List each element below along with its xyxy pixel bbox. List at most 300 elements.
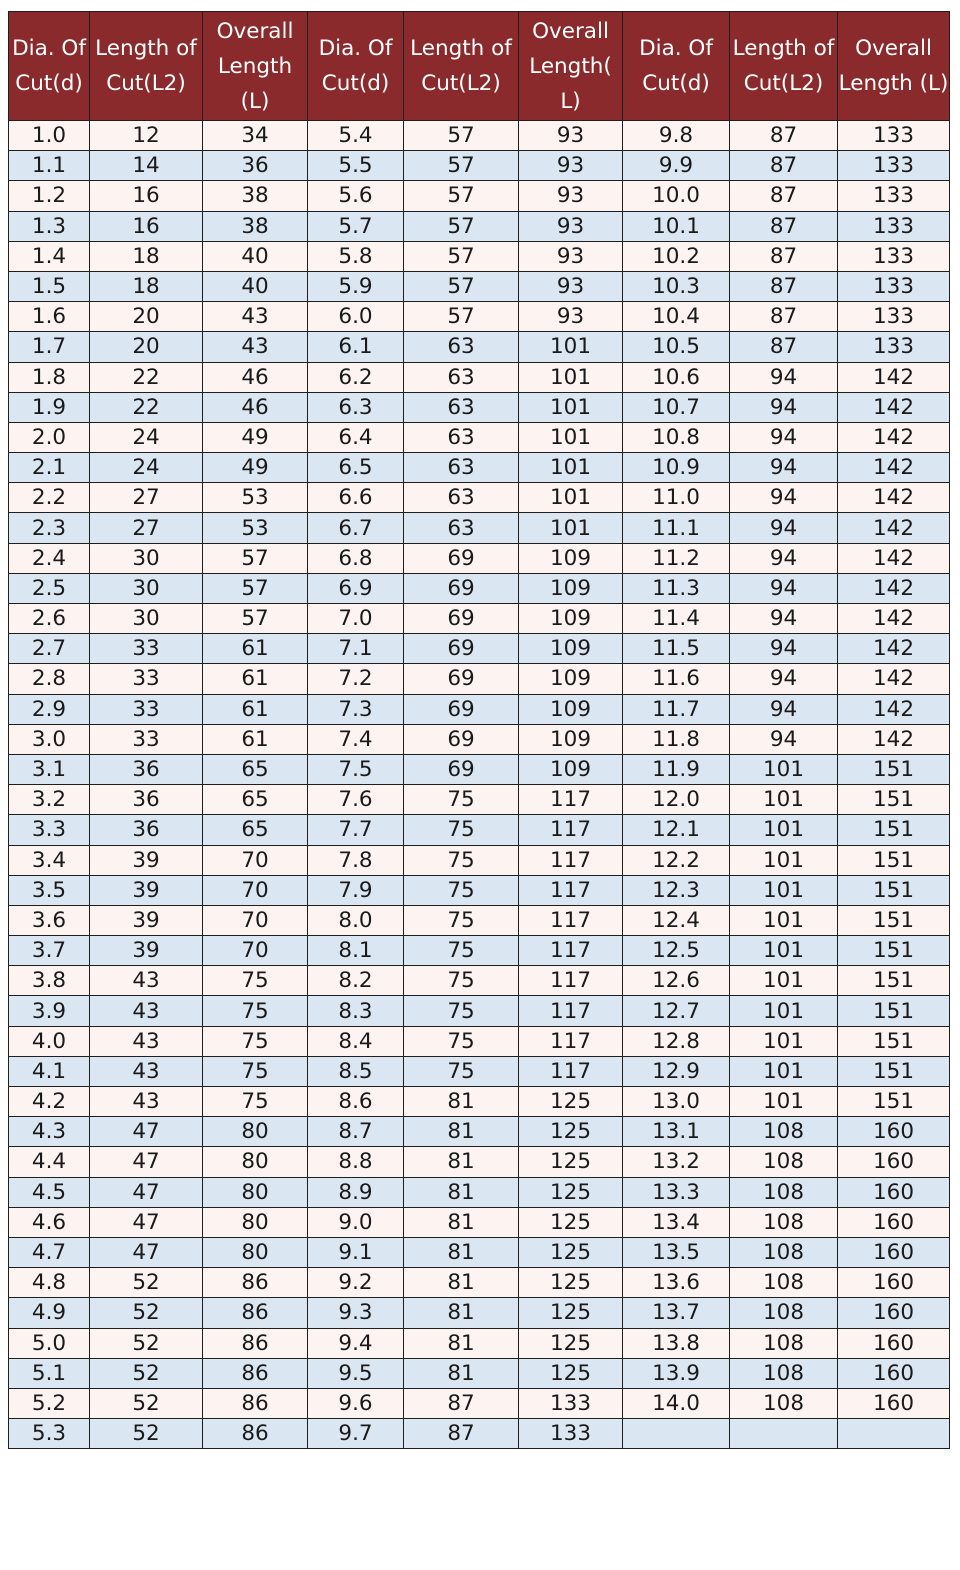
table-cell: 108 (730, 1388, 838, 1418)
table-cell: 6.6 (308, 483, 404, 513)
table-row (9, 845, 950, 875)
table-cell: 57 (404, 271, 519, 301)
table-row (9, 1026, 950, 1056)
table-cell: 70 (203, 845, 308, 875)
table-cell: 61 (203, 664, 308, 694)
table-cell: 75 (404, 1026, 519, 1056)
table-cell: 109 (519, 634, 623, 664)
table-row (9, 121, 950, 151)
table-cell: 87 (404, 1419, 519, 1449)
table-cell: 46 (203, 392, 308, 422)
table-row (9, 1358, 950, 1388)
table-cell: 10.7 (623, 392, 730, 422)
table-cell: 10.1 (623, 211, 730, 241)
table-cell: 5.6 (308, 181, 404, 211)
table-cell: 39 (90, 875, 203, 905)
table-cell: 3.5 (9, 875, 90, 905)
table-cell: 9.2 (308, 1268, 404, 1298)
table-cell: 9.5 (308, 1358, 404, 1388)
table-cell: 75 (404, 845, 519, 875)
table-cell: 117 (519, 845, 623, 875)
table-cell: 39 (90, 905, 203, 935)
table-cell: 13.0 (623, 1087, 730, 1117)
table-cell: 160 (838, 1117, 950, 1147)
table-cell: 101 (730, 845, 838, 875)
table-cell: 101 (730, 996, 838, 1026)
table-cell: 133 (519, 1388, 623, 1418)
table-cell: 53 (203, 513, 308, 543)
table-cell: 43 (90, 1087, 203, 1117)
table-cell: 27 (90, 513, 203, 543)
table-row (9, 936, 950, 966)
table-cell: 9.3 (308, 1298, 404, 1328)
table-cell: 34 (203, 121, 308, 151)
table-cell: 3.6 (9, 905, 90, 935)
table-cell: 125 (519, 1117, 623, 1147)
table-cell: 1.9 (9, 392, 90, 422)
table-cell: 33 (90, 724, 203, 754)
table-cell: 4.4 (9, 1147, 90, 1177)
table-cell: 63 (404, 483, 519, 513)
table-cell: 6.2 (308, 362, 404, 392)
table-cell: 13.2 (623, 1147, 730, 1177)
table-row (9, 211, 950, 241)
table-cell: 7.8 (308, 845, 404, 875)
table-row (9, 905, 950, 935)
table-row (9, 422, 950, 452)
table-cell: 69 (404, 724, 519, 754)
table-cell: 117 (519, 1056, 623, 1086)
table-cell: 87 (730, 332, 838, 362)
table-cell: 75 (203, 966, 308, 996)
table-cell: 22 (90, 362, 203, 392)
table-cell: 81 (404, 1298, 519, 1328)
table-cell: 117 (519, 996, 623, 1026)
table-row (9, 332, 950, 362)
table-cell: 12.0 (623, 785, 730, 815)
header-dia-of-cut-1: Dia. Of Cut(d) (9, 12, 90, 121)
table-cell: 65 (203, 815, 308, 845)
table-row (9, 1056, 950, 1086)
table-cell: 57 (404, 181, 519, 211)
table-cell: 16 (90, 211, 203, 241)
table-row (9, 785, 950, 815)
table-row (9, 1177, 950, 1207)
table-cell: 8.7 (308, 1117, 404, 1147)
table-cell: 8.1 (308, 936, 404, 966)
table-cell: 12.9 (623, 1056, 730, 1086)
table-cell: 75 (404, 875, 519, 905)
table-cell: 6.1 (308, 332, 404, 362)
table-cell: 142 (838, 543, 950, 573)
table-cell: 142 (838, 664, 950, 694)
table-cell: 36 (90, 815, 203, 845)
table-cell: 43 (90, 966, 203, 996)
table-cell: 43 (203, 302, 308, 332)
table-cell: 1.0 (9, 121, 90, 151)
table-cell: 7.1 (308, 634, 404, 664)
table-cell: 10.8 (623, 422, 730, 452)
table-cell: 3.8 (9, 966, 90, 996)
table-cell: 9.1 (308, 1237, 404, 1267)
table-cell: 160 (838, 1237, 950, 1267)
table-cell: 101 (730, 875, 838, 905)
table-cell: 2.9 (9, 694, 90, 724)
table-row (9, 513, 950, 543)
table-cell: 63 (404, 332, 519, 362)
table-cell: 9.7 (308, 1419, 404, 1449)
table-cell: 108 (730, 1237, 838, 1267)
table-row (9, 453, 950, 483)
table-cell: 101 (730, 754, 838, 784)
table-cell: 13.1 (623, 1117, 730, 1147)
table-cell: 8.0 (308, 905, 404, 935)
table-cell: 93 (519, 241, 623, 271)
table-cell: 46 (203, 362, 308, 392)
table-cell: 43 (90, 996, 203, 1026)
spec-table-container (8, 11, 950, 1449)
table-cell: 10.6 (623, 362, 730, 392)
table-cell: 14.0 (623, 1388, 730, 1418)
table-cell: 2.6 (9, 604, 90, 634)
table-cell: 57 (203, 573, 308, 603)
table-cell: 12.7 (623, 996, 730, 1026)
table-cell: 1.3 (9, 211, 90, 241)
table-cell: 63 (404, 362, 519, 392)
table-cell: 10.5 (623, 332, 730, 362)
table-row (9, 724, 950, 754)
table-cell: 151 (838, 1026, 950, 1056)
table-cell: 7.4 (308, 724, 404, 754)
table-cell: 7.7 (308, 815, 404, 845)
table-cell: 36 (90, 754, 203, 784)
table-cell: 4.7 (9, 1237, 90, 1267)
table-cell: 80 (203, 1147, 308, 1177)
table-cell: 87 (730, 181, 838, 211)
table-cell: 4.9 (9, 1298, 90, 1328)
table-cell: 1.5 (9, 271, 90, 301)
table-cell: 133 (838, 332, 950, 362)
table-cell (623, 1419, 730, 1449)
table-row (9, 1298, 950, 1328)
table-row (9, 1117, 950, 1147)
table-cell: 117 (519, 936, 623, 966)
table-cell: 6.0 (308, 302, 404, 332)
table-cell: 13.6 (623, 1268, 730, 1298)
table-cell: 27 (90, 483, 203, 513)
table-cell (730, 1419, 838, 1449)
table-cell: 133 (838, 302, 950, 332)
table-cell: 11.4 (623, 604, 730, 634)
table-cell: 101 (519, 332, 623, 362)
table-cell: 11.7 (623, 694, 730, 724)
table-cell: 11.3 (623, 573, 730, 603)
table-cell: 108 (730, 1328, 838, 1358)
table-cell: 75 (404, 905, 519, 935)
table-cell: 3.2 (9, 785, 90, 815)
table-cell: 142 (838, 513, 950, 543)
table-cell: 93 (519, 271, 623, 301)
table-cell: 65 (203, 785, 308, 815)
table-cell: 40 (203, 241, 308, 271)
table-cell: 151 (838, 845, 950, 875)
table-cell: 8.8 (308, 1147, 404, 1177)
table-cell: 18 (90, 241, 203, 271)
table-cell: 75 (203, 1056, 308, 1086)
table-cell: 75 (203, 1026, 308, 1056)
table-cell: 11.1 (623, 513, 730, 543)
table-cell: 47 (90, 1147, 203, 1177)
table-cell: 151 (838, 905, 950, 935)
table-cell: 12.5 (623, 936, 730, 966)
table-cell: 151 (838, 1087, 950, 1117)
table-cell: 8.9 (308, 1177, 404, 1207)
table-row (9, 151, 950, 181)
table-cell: 80 (203, 1177, 308, 1207)
table-cell: 87 (730, 241, 838, 271)
table-cell: 94 (730, 573, 838, 603)
table-cell: 4.8 (9, 1268, 90, 1298)
table-cell: 125 (519, 1207, 623, 1237)
table-cell: 142 (838, 422, 950, 452)
table-cell: 81 (404, 1268, 519, 1298)
table-cell: 63 (404, 513, 519, 543)
table-cell: 151 (838, 815, 950, 845)
table-cell: 4.3 (9, 1117, 90, 1147)
table-cell: 75 (404, 966, 519, 996)
table-cell: 14 (90, 151, 203, 181)
table-cell: 1.6 (9, 302, 90, 332)
table-cell: 3.1 (9, 754, 90, 784)
table-cell: 11.5 (623, 634, 730, 664)
table-cell: 6.9 (308, 573, 404, 603)
table-cell: 101 (519, 453, 623, 483)
table-cell: 70 (203, 936, 308, 966)
table-cell: 7.6 (308, 785, 404, 815)
table-row (9, 362, 950, 392)
table-cell: 5.4 (308, 121, 404, 151)
table-cell: 4.5 (9, 1177, 90, 1207)
table-cell: 94 (730, 724, 838, 754)
table-cell: 109 (519, 604, 623, 634)
table-cell: 4.2 (9, 1087, 90, 1117)
table-cell: 125 (519, 1147, 623, 1177)
table-cell: 69 (404, 543, 519, 573)
table-cell: 133 (838, 181, 950, 211)
table-cell: 80 (203, 1237, 308, 1267)
table-cell: 69 (404, 664, 519, 694)
table-cell: 81 (404, 1177, 519, 1207)
table-cell: 11.8 (623, 724, 730, 754)
table-cell: 94 (730, 422, 838, 452)
table-cell: 5.2 (9, 1388, 90, 1418)
table-cell: 13.7 (623, 1298, 730, 1328)
table-cell: 47 (90, 1177, 203, 1207)
table-cell: 8.6 (308, 1087, 404, 1117)
table-cell: 43 (203, 332, 308, 362)
table-cell: 101 (730, 785, 838, 815)
table-cell: 109 (519, 724, 623, 754)
table-cell: 61 (203, 694, 308, 724)
table-row (9, 543, 950, 573)
table-cell: 12.6 (623, 966, 730, 996)
table-cell: 8.4 (308, 1026, 404, 1056)
table-cell: 69 (404, 634, 519, 664)
table-cell: 2.0 (9, 422, 90, 452)
table-cell: 125 (519, 1087, 623, 1117)
table-cell: 151 (838, 754, 950, 784)
table-cell: 33 (90, 634, 203, 664)
table-cell: 49 (203, 422, 308, 452)
table-cell: 1.4 (9, 241, 90, 271)
table-cell: 81 (404, 1237, 519, 1267)
table-cell: 125 (519, 1358, 623, 1388)
table-cell: 57 (404, 302, 519, 332)
table-cell: 7.9 (308, 875, 404, 905)
table-cell: 5.7 (308, 211, 404, 241)
table-cell: 109 (519, 694, 623, 724)
table-cell: 57 (203, 543, 308, 573)
table-cell: 18 (90, 271, 203, 301)
table-row (9, 1207, 950, 1237)
table-cell: 70 (203, 905, 308, 935)
table-cell: 9.9 (623, 151, 730, 181)
table-cell: 87 (730, 121, 838, 151)
table-cell: 125 (519, 1237, 623, 1267)
table-cell: 87 (730, 302, 838, 332)
table-cell: 93 (519, 211, 623, 241)
table-cell: 2.3 (9, 513, 90, 543)
table-cell: 101 (519, 513, 623, 543)
table-cell: 9.4 (308, 1328, 404, 1358)
table-row (9, 573, 950, 603)
table-cell: 75 (404, 996, 519, 1026)
table-row (9, 664, 950, 694)
table-cell: 75 (404, 785, 519, 815)
table-cell: 13.5 (623, 1237, 730, 1267)
table-cell: 81 (404, 1087, 519, 1117)
header-dia-of-cut-3: Dia. Of Cut(d) (623, 12, 730, 121)
table-cell: 2.2 (9, 483, 90, 513)
table-cell: 38 (203, 181, 308, 211)
table-cell: 108 (730, 1268, 838, 1298)
table-cell: 33 (90, 694, 203, 724)
table-cell: 108 (730, 1207, 838, 1237)
table-cell: 133 (838, 241, 950, 271)
table-cell: 142 (838, 453, 950, 483)
table-cell: 160 (838, 1177, 950, 1207)
table-cell: 2.8 (9, 664, 90, 694)
table-cell: 9.0 (308, 1207, 404, 1237)
table-cell: 109 (519, 754, 623, 784)
table-cell: 5.5 (308, 151, 404, 181)
table-cell: 125 (519, 1268, 623, 1298)
table-cell: 36 (90, 785, 203, 815)
table-cell: 133 (838, 121, 950, 151)
table-cell: 4.1 (9, 1056, 90, 1086)
table-row (9, 1419, 950, 1449)
table-cell: 142 (838, 604, 950, 634)
table-cell: 5.3 (9, 1419, 90, 1449)
table-cell: 75 (203, 1087, 308, 1117)
table-cell: 2.7 (9, 634, 90, 664)
table-cell: 109 (519, 573, 623, 603)
table-cell: 13.4 (623, 1207, 730, 1237)
table-cell: 133 (519, 1419, 623, 1449)
table-cell: 36 (203, 151, 308, 181)
table-cell: 49 (203, 453, 308, 483)
table-cell: 63 (404, 392, 519, 422)
table-cell: 133 (838, 271, 950, 301)
table-cell: 52 (90, 1268, 203, 1298)
table-cell: 6.8 (308, 543, 404, 573)
table-cell: 47 (90, 1117, 203, 1147)
table-cell: 5.0 (9, 1328, 90, 1358)
table-cell: 70 (203, 875, 308, 905)
table-cell: 20 (90, 302, 203, 332)
table-cell: 12 (90, 121, 203, 151)
table-cell: 142 (838, 573, 950, 603)
table-cell: 101 (730, 1056, 838, 1086)
table-cell: 160 (838, 1207, 950, 1237)
table-cell: 30 (90, 573, 203, 603)
table-cell: 94 (730, 634, 838, 664)
table-cell: 61 (203, 724, 308, 754)
table-cell: 151 (838, 936, 950, 966)
table-cell: 63 (404, 453, 519, 483)
table-cell: 87 (730, 151, 838, 181)
table-cell: 57 (404, 151, 519, 181)
table-cell: 33 (90, 664, 203, 694)
table-cell: 12.4 (623, 905, 730, 935)
table-cell: 39 (90, 845, 203, 875)
table-cell: 108 (730, 1358, 838, 1388)
table-cell: 86 (203, 1298, 308, 1328)
table-cell (838, 1419, 950, 1449)
table-cell: 52 (90, 1358, 203, 1388)
table-cell: 4.6 (9, 1207, 90, 1237)
table-cell: 1.2 (9, 181, 90, 211)
header-dia-of-cut-2: Dia. Of Cut(d) (308, 12, 404, 121)
table-cell: 80 (203, 1117, 308, 1147)
table-cell: 151 (838, 875, 950, 905)
table-cell: 61 (203, 634, 308, 664)
table-cell: 108 (730, 1117, 838, 1147)
table-cell: 142 (838, 694, 950, 724)
table-cell: 160 (838, 1268, 950, 1298)
table-cell: 1.1 (9, 151, 90, 181)
table-cell: 11.0 (623, 483, 730, 513)
table-cell: 39 (90, 936, 203, 966)
table-cell: 47 (90, 1237, 203, 1267)
table-cell: 6.4 (308, 422, 404, 452)
table-cell: 30 (90, 543, 203, 573)
table-row (9, 1147, 950, 1177)
table-cell: 43 (90, 1056, 203, 1086)
table-row (9, 1268, 950, 1298)
table-cell: 3.3 (9, 815, 90, 845)
table-cell: 101 (730, 815, 838, 845)
table-cell: 57 (404, 121, 519, 151)
table-cell: 94 (730, 543, 838, 573)
table-row (9, 271, 950, 301)
table-cell: 63 (404, 422, 519, 452)
table-row (9, 1388, 950, 1418)
table-cell: 30 (90, 604, 203, 634)
table-cell: 81 (404, 1328, 519, 1358)
table-cell: 117 (519, 1026, 623, 1056)
table-cell: 3.7 (9, 936, 90, 966)
